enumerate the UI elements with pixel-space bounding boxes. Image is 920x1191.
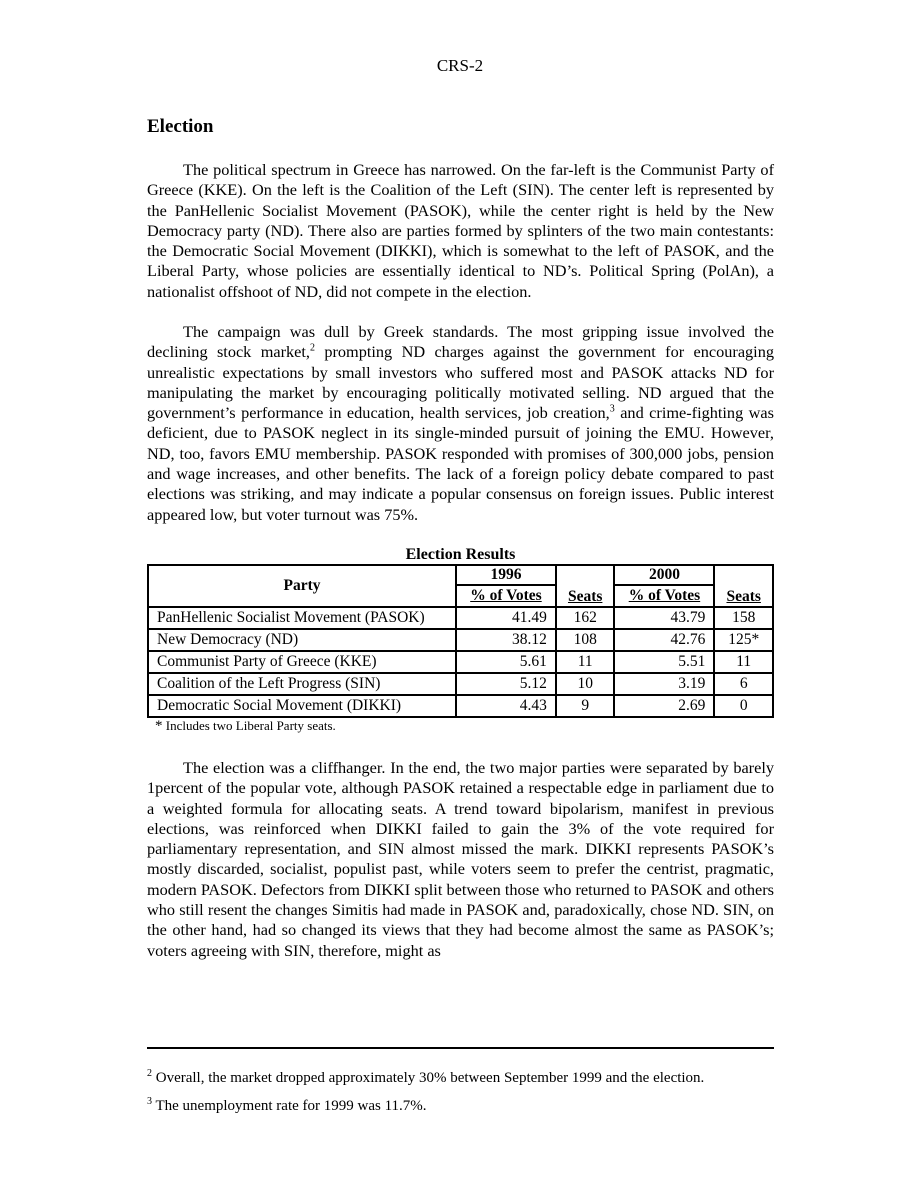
cell-votes-2000: 2.69: [614, 695, 714, 717]
footnote-3-number: 3: [147, 1096, 152, 1107]
header-party: Party: [148, 565, 456, 607]
header-1996-seats: Seats: [556, 565, 615, 607]
table-row: [148, 695, 773, 717]
cell-seats-1996: 11: [556, 651, 615, 673]
cell-party: Democratic Social Movement (DIKKI): [148, 695, 456, 717]
table-note-marker: *: [155, 718, 163, 734]
cell-votes-1996: 4.43: [456, 695, 556, 717]
cell-votes-2000: 3.19: [614, 673, 714, 695]
table-row: [148, 629, 773, 651]
header-1996-votes: % of Votes: [456, 585, 556, 607]
header-2000-seats: Seats: [714, 565, 773, 607]
cell-seats-1996: 9: [556, 695, 615, 717]
table-note-text: Includes two Liberal Party seats.: [165, 718, 336, 733]
cell-seats-2000: 158: [714, 607, 773, 629]
cell-party: Coalition of the Left Progress (SIN): [148, 673, 456, 695]
paragraph-campaign-part1: The campaign was dull by Greek standards. The most gripping issue involved the declining stock market,: [147, 322, 774, 362]
cell-votes-1996: 5.61: [456, 651, 556, 673]
cell-votes-1996: 41.49: [456, 607, 556, 629]
cell-seats-2000: 0: [714, 695, 773, 717]
cell-votes-1996: 5.12: [456, 673, 556, 695]
section-title: Election: [147, 116, 214, 137]
header-2000-year: 2000: [614, 565, 714, 585]
cell-seats-2000: 11: [714, 651, 773, 673]
footnote-3-text: The unemployment rate for 1999 was 11.7%.: [155, 1098, 427, 1114]
cell-seats-2000: 125*: [714, 629, 773, 651]
table-row: [148, 673, 773, 695]
paragraph-campaign-part3: and crime-fighting was deficient, due to PASOK neglect in its single-minded pursuit of joining the EMU. However, ND, too, favors EMU membership. PASOK responded with promises of 300,000 jobs, pension and wage increases, and other benefits. The lack of a foreign policy debate compared to past elections was striking, and may indicate a popular consensus on foreign issues. Public interest appeared low, but voter turnout was 75%.: [147, 403, 774, 524]
footnote-ref-2[interactable]: 2: [309, 342, 315, 354]
footnote-2-text: Overall, the market dropped approximately 30% between September 1999 and the election.: [155, 1070, 705, 1086]
paragraph-campaign-part2: prompting ND charges against the government for encouraging unrealistic expectations by small investors who suffered most and PASOK attacks ND for manipulating the market by encouraging politically motivated selling. ND argued that the government’s performance in education, health services, job creation,: [147, 342, 774, 423]
cell-party: New Democracy (ND): [148, 629, 456, 651]
cell-seats-1996: 10: [556, 673, 615, 695]
cell-votes-1996: 38.12: [456, 629, 556, 651]
cell-seats-1996: 108: [556, 629, 615, 651]
footnote-2: [147, 1068, 774, 1088]
cell-votes-2000: 43.79: [614, 607, 714, 629]
election-results-table: [147, 564, 774, 718]
cell-votes-2000: 5.51: [614, 651, 714, 673]
paragraph-campaign: [147, 322, 774, 525]
table-note: [155, 718, 336, 735]
cell-seats-2000: 6: [714, 673, 773, 695]
footnote-divider: [147, 1047, 774, 1049]
header-2000-votes: % of Votes: [614, 585, 714, 607]
table-row: [148, 607, 773, 629]
cell-party: Communist Party of Greece (KKE): [148, 651, 456, 673]
table-title: Election Results: [405, 546, 516, 563]
cell-party: PanHellenic Socialist Movement (PASOK): [148, 607, 456, 629]
page-number-header: CRS-2: [436, 56, 484, 75]
cell-votes-2000: 42.76: [614, 629, 714, 651]
table-row: [148, 651, 773, 673]
cell-seats-1996: 162: [556, 607, 615, 629]
footnote-2-number: 2: [147, 1068, 152, 1079]
paragraph-political-spectrum: The political spectrum in Greece has narrowed. On the far-left is the Communist Party of Greece (KKE). On the left is the Coalition of the Left (SIN). The center left is represented by the PanHellenic Socialist Movement (PASOK), while the center right is held by the New Democracy party (ND). There also are parties formed by splinters of the two main contestants: the Democratic Social Movement (DIKKI), which is somewhat to the left of PASOK, and the Liberal Party, whose policies are essentially identical to ND’s. Political Spring (PolAn), a nationalist offshoot of ND, did not compete in the election.: [147, 160, 774, 301]
footnote-3: [147, 1096, 774, 1116]
paragraph-cliffhanger: The election was a cliffhanger. In the end, the two major parties were separated by barely 1percent of the popular vote, although PASOK retained a respectable edge in parliament due to a weighted formula for allocating seats. A trend toward bipolarism, manifest in previous elections, was reinforced when DIKKI failed to gain the 3% of the vote required for parliamentary representation, and SIN almost missed the mark. DIKKI represents PASOK’s mostly discarded, socialist, populist past, while voters seem to prefer the centrist, pragmatic, modern PASOK. Defectors from DIKKI split between those who returned to PASOK and others who still resent the changes Simitis had made in PASOK and, paradoxically, chose ND. SIN, on the other hand, had so changed its views that they had become almost the same as PASOK’s; voters agreeing with SIN, therefore, might as: [147, 758, 774, 960]
header-1996-year: 1996: [456, 565, 556, 585]
footnote-ref-3[interactable]: 3: [609, 403, 615, 415]
